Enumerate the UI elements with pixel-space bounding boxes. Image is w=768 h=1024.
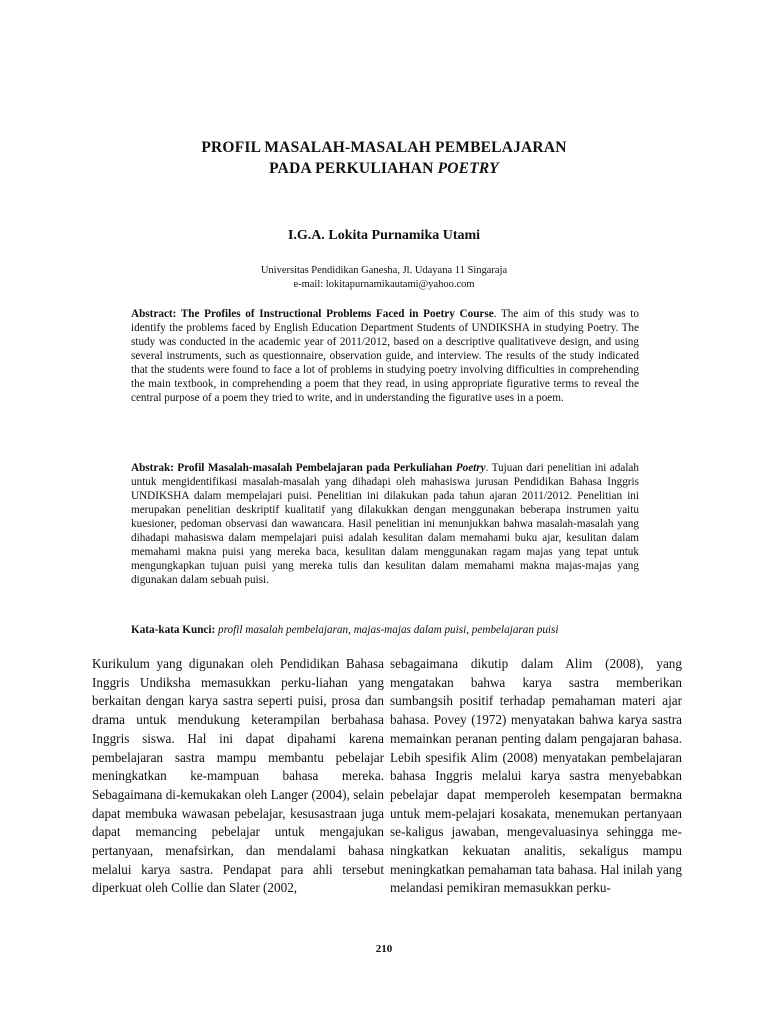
abstract-indonesian-label-text: Abstrak: Profil Masalah-masalah Pembelajaran pada Perkuliahan <box>131 462 453 474</box>
abstract-indonesian-label-italic: Poetry <box>455 462 486 474</box>
abstract-english-label: Abstract: The Profiles of Instructional Problems Faced in Poetry Course <box>131 308 494 320</box>
affiliation-institution: Universitas Pendidikan Ganesha, Jl. Udayana 11 Singaraja <box>260 265 508 276</box>
abstract-indonesian-text: . Tujuan dari penelitian ini adalah untuk mengidentifikasi masalah-masalah yang dihadapi oleh mahasiswa jurusan Pendidikan Bahasa Inggris UNDIKSHA dalam mempelajari puisi. Penelitian ini dilakukan pada tahun ajaran 2011/2012. Penelitian ini merupakan penelitian deskriptif kualitatif yang dilakukkan dengan menggunakan beberapa instrumen yaitu kuesioner, pedoman observasi dan wawancara. Hasil penelitian ini menunjukkan bahwa masalah-masalah yang dihadapi mahasiswa dalam mempelajari puisi adalah kesulitan dalam memahami buku ajar, kesulitan dalam memahami makna puisi yang mereka baca, kesulitan dalam menggunakan ragam majas yang tepat untuk mengungkapkan tujuan puisi yang mereka tulis dan kesulitan dalam memahami makna majas-majas yang digunakan dalam sebuah puisi. <box>131 462 639 586</box>
author-affiliation <box>0 264 768 292</box>
page-number: 210 <box>375 943 393 955</box>
abstract-indonesian <box>131 462 639 588</box>
abstract-english <box>131 308 639 406</box>
affiliation-email: e-mail: lokitapurnamikautami@yahoo.com <box>293 279 475 290</box>
title-line-1: PROFIL MASALAH-MASALAH PEMBELAJARAN <box>201 139 567 156</box>
body-left-column: Kurikulum yang digunakan oleh Pendidikan Bahasa Inggris Undiksha memasukkan perku-liahan yang berkaitan dengan karya sastra seperti puisi, prosa dan drama untuk mendukung keterampilan berbahasa Inggris siswa. Hal ini dapat dipahami karena pembelajaran sastra mampu membantu pebelajar meningkatkan ke-mampuan bahasa mereka. Sebagaimana di-kemukakan oleh Langer (2004), selain dapat membuka wawasan pebelajar, kesusastraan juga dapat memancing pebelajar untuk mengajukan pertanyaan, menafsirkan, dan mendalami bahasa melalui karya sastra. Pendapat para ahli tersebut diperkuat oleh Collie dan Slater (2002, <box>92 656 384 896</box>
abstract-english-text: . The aim of this study was to identify the problems faced by English Education Department Students of UNDIKSHA in studying Poetry. The study was conducted in the academic year of 2011/2012, based on a descriptive qualitativeve design, and using several instruments, such as questionnaire, observation guide, and interview. The results of the study indicated that the students were found to face a lot of problems in studying poetry involving difficulties in comprehending the main textbook, in comprehending a poem that they read, in using appropriate figurative terms to reveal the central purpose of a poem they tried to write, and in understanding the figurative uses in a poem. <box>131 308 639 404</box>
author-name: I.G.A. Lokita Purnamika Utami <box>287 228 481 243</box>
keywords-label: Kata-kata Kunci: <box>131 624 216 636</box>
abstract-indonesian-label <box>131 462 486 474</box>
paper-title <box>0 137 768 179</box>
title-line-2 <box>0 158 768 179</box>
title-line-2-italic: POETRY <box>437 160 499 177</box>
keywords-text: profil masalah pembelajaran, majas-majas dalam puisi, pembelajaran puisi <box>218 624 559 636</box>
body-right-column: sebagaimana dikutip dalam Alim (2008), yang mengatakan bahwa karya sastra memberikan sumbangsih positif terhadap pemahaman materi ajar bahasa. Povey (1972) menyatakan bahwa karya sastra memainkan peranan penting dalam pengajaran bahasa. Lebih spesifik Alim (2008) menyatakan pembelajaran bahasa Inggris melalui karya sastra menyebabkan pebelajar dapat memperoleh kesempatan bermakna untuk mem-pelajari kosakata, menemukan pertanyaan se-kaligus jawaban, mengevaluasinya sehingga me-ningkatkan kekuatan analitis, sekaligus mampu meningkatkan pemahaman tata bahasa. Hal inilah yang melandasi pemikiran memasukkan perku- <box>390 656 682 896</box>
title-line-2-prefix: PADA PERKULIAHAN <box>269 160 434 177</box>
keywords <box>131 623 651 637</box>
